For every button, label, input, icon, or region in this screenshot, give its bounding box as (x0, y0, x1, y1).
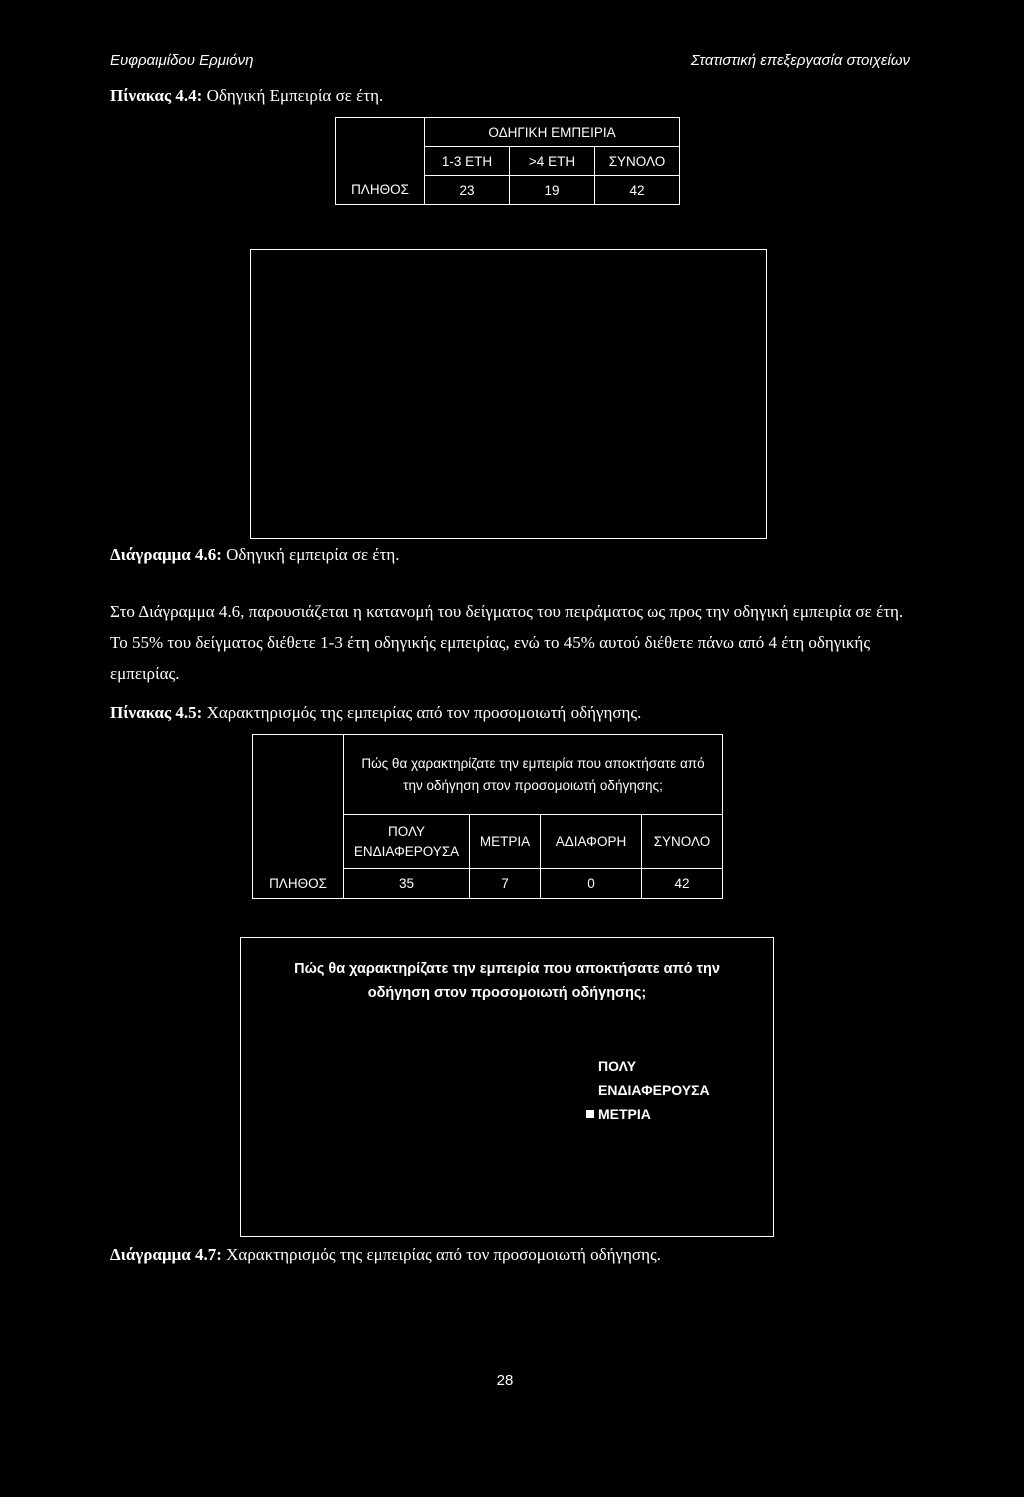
chart2-legend (586, 1054, 748, 1126)
table2-corner-cell (253, 735, 344, 815)
table1-caption-label: Πίνακας 4.4: (110, 86, 203, 105)
table1-col-header: 1-3 ΕΤΗ (425, 147, 510, 176)
table2-col-header: ΣΥΝΟΛΟ (642, 815, 723, 869)
table2-corner-cell-2 (253, 815, 344, 869)
header-author: Ευφραιμίδου Ερμιόνη (110, 52, 254, 69)
chart2-caption (110, 1245, 661, 1265)
table2-col-header: ΑΔΙΑΦΟΡΗ (541, 815, 642, 869)
chart2-title: Πώς θα χαρακτηρίζατε την εμπειρία που αποκτήσατε από την οδήγηση στον προσομοιωτή οδήγησης; (294, 961, 720, 1001)
table2-group-header: Πώς θα χαρακτηρίζατε την εμπειρία που αποκτήσατε από την οδήγηση στον προσομοιωτή οδήγησης; (344, 735, 723, 815)
table1-row-label: ΠΛΗΘΟΣ (336, 176, 425, 205)
chart1-caption (110, 545, 400, 565)
table1-col-header: ΣΥΝΟΛΟ (595, 147, 680, 176)
table2-col-header: ΜΕΤΡΙΑ (470, 815, 541, 869)
table1-corner-cell-2 (336, 147, 425, 176)
table2-caption-label: Πίνακας 4.5: (110, 703, 203, 722)
table2-caption-text: Χαρακτηρισμός της εμπειρίας από τον προσομοιωτή οδήγησης. (202, 703, 642, 722)
chart2-legend-label: ΜΕΤΡΙΑ (598, 1106, 651, 1122)
chart1-frame (250, 249, 767, 539)
header-subject: Στατιστική επεξεργασία στοιχείων (690, 52, 910, 69)
body-paragraph: Στο Διάγραμμα 4.6, παρουσιάζεται η κατανομή του δείγματος του πειράματος ως προς την οδηγική εμπειρία σε έτη. Το 55% του δείγματος διέθετε 1-3 έτη οδηγικής εμπειρίας, ενώ το 45% αυτού διέθετε πάνω από 4 έτη οδηγικής εμπειρίας. (110, 602, 904, 683)
chart1-caption-label: Διάγραμμα 4.6: (110, 545, 222, 564)
table1-caption-text: Οδηγική Εμπειρία σε έτη. (202, 86, 384, 105)
table1-col-header: >4 ΕΤΗ (510, 147, 595, 176)
table2-col-header: ΠΟΛΥ ΕΝΔΙΑΦΕΡΟΥΣΑ (344, 815, 470, 869)
table1-cell: 23 (425, 176, 510, 205)
table2-cell: 0 (541, 869, 642, 899)
chart1-caption-text: Οδηγική εμπειρία σε έτη. (221, 545, 400, 564)
table1-group-header: ΟΔΗΓΙΚΗ ΕΜΠΕΙΡΙΑ (425, 118, 680, 147)
chart2-caption-text: Χαρακτηρισμός της εμπειρίας από τον προσομοιωτή οδήγησης. (221, 1245, 661, 1264)
table1 (335, 117, 680, 205)
chart2-legend-item: ΠΟΛΥ ΕΝΔΙΑΦΕΡΟΥΣΑ (598, 1058, 710, 1098)
table2-cell: 35 (344, 869, 470, 899)
table1-corner-cell (336, 118, 425, 147)
table2-row-label: ΠΛΗΘΟΣ (253, 869, 344, 899)
page-number: 28 (496, 1372, 514, 1389)
table2-caption (110, 703, 641, 723)
table1-cell: 42 (595, 176, 680, 205)
table2-cell: 7 (470, 869, 541, 899)
legend-swatch-icon (586, 1110, 594, 1118)
table1-caption (110, 86, 383, 106)
chart2-caption-label: Διάγραμμα 4.7: (110, 1245, 222, 1264)
chart2-legend-item (586, 1102, 748, 1126)
table2-cell: 42 (642, 869, 723, 899)
table1-cell: 19 (510, 176, 595, 205)
table2 (252, 734, 723, 899)
